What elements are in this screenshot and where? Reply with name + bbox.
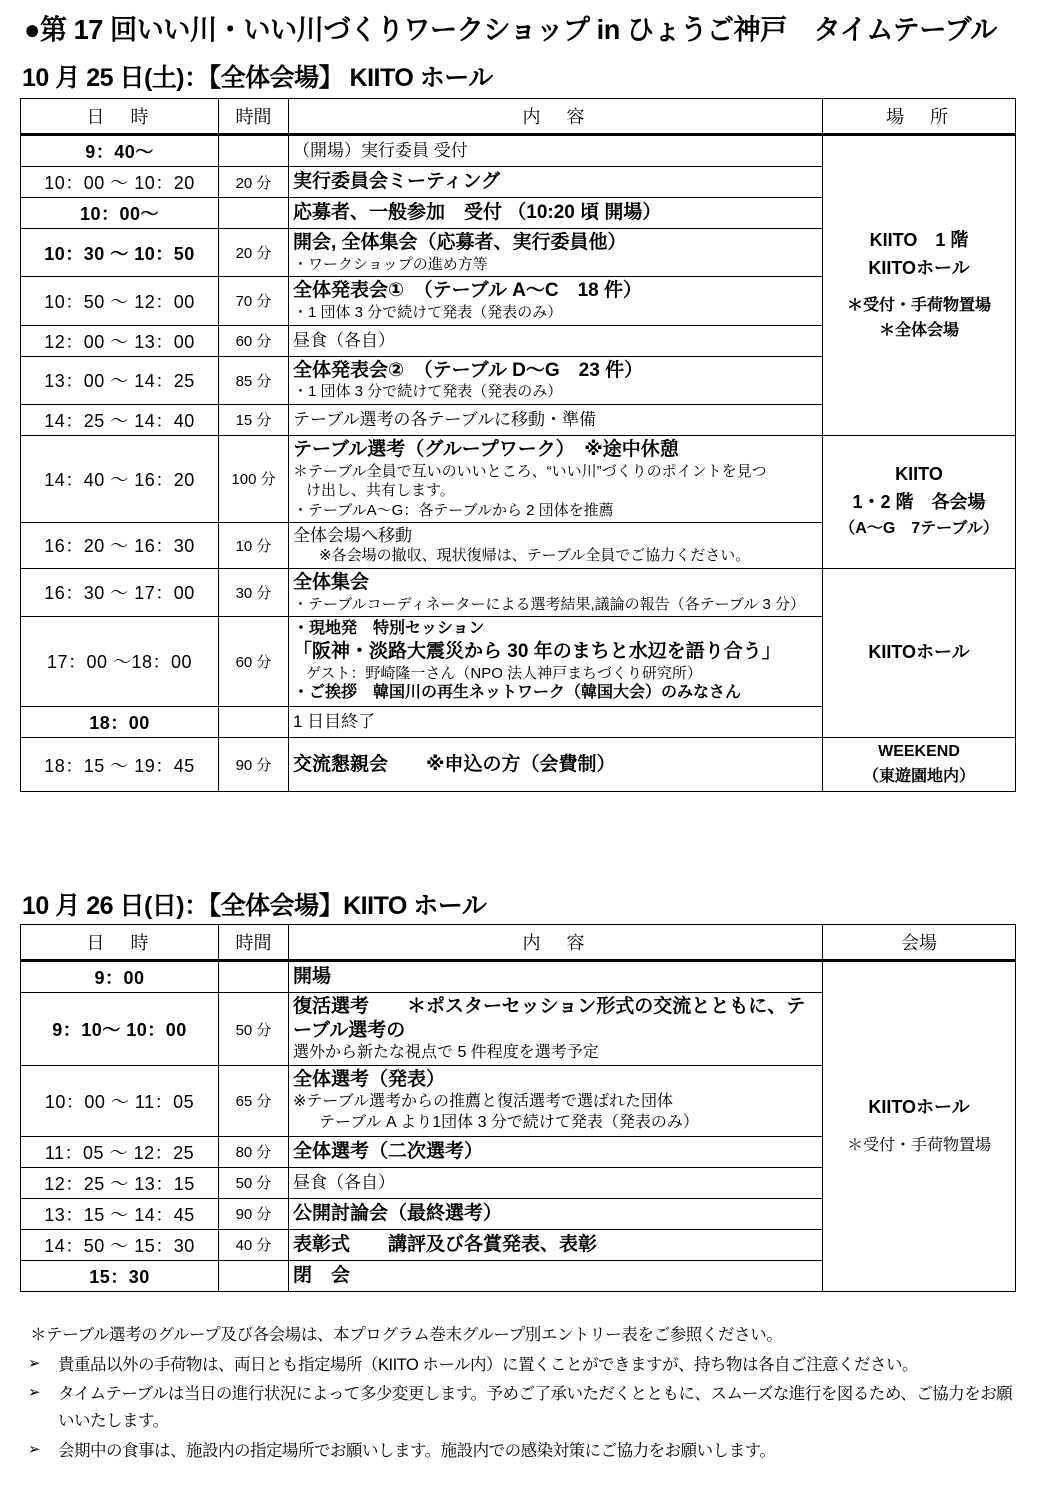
row-time: 10：00～ [21, 198, 219, 229]
day1-col-content: 内 容 [289, 99, 823, 135]
day2-col-content: 内 容 [289, 925, 823, 961]
row-duration: 70 分 [219, 277, 289, 325]
footnote-text: 会期中の食事は、施設内の指定場所でお願いします。施設内での感染対策にご協力をお願いします。 [58, 1441, 776, 1460]
footnote-item [20, 1381, 1025, 1434]
content-line: 閉 会 [293, 1264, 351, 1286]
row-time: 9：40～ [21, 135, 219, 167]
row-duration: 20 分 [219, 229, 289, 277]
content-line: ・1 団体 3 分で続けて発表（発表のみ） [293, 383, 563, 401]
row-content [289, 993, 823, 1066]
row-duration [219, 961, 289, 993]
row-time: 10：30 ～ 10：50 [21, 229, 219, 277]
row-time: 17：00 ～18：00 [21, 617, 219, 707]
page-title: ●第 17 回いい川・いい川づくりワークショップ in ひょうご神戸 タイムテーブル [24, 14, 997, 45]
row-duration: 20 分 [219, 167, 289, 198]
content-line: テーブル A より1団体 3 分で続けて発表（発表のみ） [319, 1113, 699, 1131]
table-row [21, 135, 1016, 167]
row-time: 18：00 [21, 706, 219, 737]
content-line: 表彰式 講評及び各賞発表、表彰 [293, 1233, 598, 1255]
content-line: 昼食（各自） [293, 1173, 395, 1193]
row-content [289, 1198, 823, 1229]
content-line: ※テーブル選考からの推薦と復活選考で選ばれた団体 [293, 1093, 673, 1111]
content-line: テーブル選考の各テーブルに移動・準備 [293, 410, 596, 430]
content-line: 全体選考（二次選考） [293, 1140, 484, 1162]
row-duration: 60 分 [219, 617, 289, 707]
row-content [289, 135, 823, 167]
day2-heading: 10 月 26 日(日)：【全体会場】KIITO ホール [22, 892, 487, 920]
table-row [21, 737, 1016, 792]
arrow-bullet-icon: ➢ [28, 1384, 41, 1402]
row-time: 11：05 ～ 12：25 [21, 1136, 219, 1167]
day2-timetable [20, 924, 1016, 1292]
day2-heading-wrap [0, 886, 486, 926]
content-line: 実行委員会ミーティング [293, 171, 501, 193]
place-line: ＊受付・手荷物置場 [846, 297, 991, 315]
row-duration: 85 分 [219, 356, 289, 404]
content-line: 1 日目終了 [293, 712, 376, 732]
footnote-text: タイムテーブルは当日の進行状況によって多少変更します。予めご了承いただくとともに、スムーズな進行を図るため、ご協力をお願いいたします。 [58, 1385, 1013, 1431]
content-line: 選外から新たな視点で 5 件程度を選考予定 [293, 1043, 599, 1061]
row-duration: 40 分 [219, 1229, 289, 1260]
content-line: ・1 団体 3 分で続けて発表（発表のみ） [293, 304, 563, 321]
content-line: 開会, 全体集会（応募者、実行委員他） [293, 232, 627, 253]
row-time: 18：15 ～ 19：45 [21, 737, 219, 792]
table-row [21, 568, 1016, 616]
content-line: 全体集会 [293, 571, 370, 593]
row-content [289, 435, 823, 522]
row-duration [219, 198, 289, 229]
day2-col-place: 会場 [823, 925, 1016, 961]
row-time: 12：25 ～ 13：15 [21, 1167, 219, 1198]
footnote-item [20, 1352, 1025, 1379]
content-line: （開場）実行委員 受付 [293, 141, 468, 161]
row-content [289, 229, 823, 277]
row-duration: 80 分 [219, 1136, 289, 1167]
day1-header-row [21, 99, 1016, 135]
place-line: （A～G 7テーブル） [839, 520, 999, 538]
row-content [289, 961, 823, 993]
row-place [823, 737, 1016, 792]
place-line: ＊全体会場 [878, 322, 959, 340]
place-line: （東遊園地内） [862, 767, 975, 785]
row-time: 10：50 ～ 12：00 [21, 277, 219, 325]
day1-col-duration: 時間 [219, 99, 289, 135]
row-place [823, 961, 1016, 1292]
content-line: ・ワークショップの進め方等 [293, 255, 488, 273]
row-duration: 10 分 [219, 523, 289, 569]
day2-col-duration: 時間 [219, 925, 289, 961]
row-time: 13：15 ～ 14：45 [21, 1198, 219, 1229]
row-time: 16：30 ～ 17：00 [21, 568, 219, 616]
row-place [823, 568, 1016, 737]
content-text: 復活選考 ＊ポスターセッション形式の交流とともに、テーブル選考の [293, 996, 806, 1041]
content-line: 昼食（各自） [293, 330, 395, 350]
content-line: 全体選考（発表） [293, 1069, 446, 1091]
arrow-bullet-icon: ➢ [28, 1354, 41, 1372]
footnotes [20, 1322, 1025, 1465]
row-content [289, 706, 823, 737]
row-time: 10：00 ～ 11：05 [21, 1066, 219, 1136]
content-line: 「阪神・淡路大震災から 30 年のまちと水辺を語り合う」 [293, 640, 781, 662]
row-place [823, 135, 1016, 436]
row-content [289, 1066, 823, 1136]
row-duration: 100 分 [219, 435, 289, 522]
row-content [289, 568, 823, 616]
row-duration: 15 分 [219, 404, 289, 435]
place-line: KIITO [895, 464, 943, 485]
row-duration: 65 分 [219, 1066, 289, 1136]
table-row [21, 435, 1016, 522]
content-line: ・現地発 特別セッション [293, 620, 485, 637]
content-line: ・テーブルA～G：各テーブルから 2 団体を推薦 [293, 501, 614, 519]
day2-col-time: 日 時 [21, 925, 219, 961]
row-time: 9：00 [21, 961, 219, 993]
content-line: 開場 [293, 966, 332, 988]
row-content [289, 198, 823, 229]
content-line: ゲスト：野崎隆一さん（NPO 法人神戸まちづくり研究所） [306, 664, 702, 682]
content-line: ・ご挨拶 韓国川の再生ネットワーク（韓国大会）のみなさん [293, 684, 742, 702]
content-line: 全体発表会① （テーブル A～C 18 件） [293, 280, 643, 302]
row-duration: 50 分 [219, 993, 289, 1066]
day2-header-row [21, 925, 1016, 961]
place-line: 1・2 階 各会場 [852, 492, 986, 513]
row-time: 16：20 ～ 16：30 [21, 523, 219, 569]
day1-col-time: 日 時 [21, 99, 219, 135]
row-content [289, 737, 823, 792]
row-time: 14：50 ～ 15：30 [21, 1229, 219, 1260]
content-line: け出し、共有します。 [306, 482, 455, 499]
place-line: WEEKEND [878, 742, 960, 760]
day1-timetable [20, 98, 1016, 792]
row-time: 12：00 ～ 13：00 [21, 325, 219, 356]
content-line: ＊テーブル全員で互いのいいところ、“いい川”づくりのポイントを見つ [293, 462, 767, 480]
row-time: 14：25 ～ 14：40 [21, 404, 219, 435]
place-line: KIITOホール [868, 1096, 970, 1117]
content-line: ・テーブルコーディネーターによる選考結果,議論の報告（各テーブル 3 分） [293, 595, 805, 613]
row-content [289, 404, 823, 435]
row-duration: 90 分 [219, 737, 289, 792]
row-time: 10：00 ～ 10：20 [21, 167, 219, 198]
row-place [823, 435, 1016, 568]
spacer [827, 1122, 1011, 1134]
footnote-item [20, 1438, 1025, 1465]
place-line: KIITOホール [868, 641, 970, 662]
content-line: 交流懇親会 ※申込の方（会費制） [293, 753, 616, 775]
content-line: 公開討論会（最終選考） [293, 1202, 503, 1224]
row-duration: 60 分 [219, 325, 289, 356]
row-content [289, 1167, 823, 1198]
content-line: テーブル選考（グループワーク） ※途中休憩 [293, 438, 679, 460]
row-content [289, 1229, 823, 1260]
row-content [289, 356, 823, 404]
spacer [827, 282, 1011, 294]
content-line: 応募者、一般参加 受付 （10:20 頃 開場） [293, 202, 662, 224]
row-content [289, 617, 823, 707]
row-content [289, 277, 823, 325]
row-duration: 50 分 [219, 1167, 289, 1198]
row-content [289, 523, 823, 569]
content-line: ※各会場の撤収、現状復帰は、テーブル全員でご協力ください。 [319, 547, 751, 565]
content-line: 全体会場へ移動 [293, 526, 412, 545]
row-duration: 90 分 [219, 1198, 289, 1229]
row-time: 13：00 ～ 14：25 [21, 356, 219, 404]
row-time: 15：30 [21, 1260, 219, 1291]
row-time: 14：40 ～ 16：20 [21, 435, 219, 522]
content-line [293, 995, 818, 1043]
row-content [289, 325, 823, 356]
arrow-bullet-icon: ➢ [28, 1440, 41, 1458]
row-content [289, 1260, 823, 1291]
place-line: KIITO 1 階 [869, 229, 969, 250]
row-duration [219, 135, 289, 167]
place-line: ＊受付・手荷物置場 [846, 1136, 991, 1154]
place-line: KIITOホール [868, 257, 970, 278]
row-content [289, 167, 823, 198]
day1-heading: 10 月 25 日(土)：【全体会場】 KIITO ホール [22, 64, 493, 92]
content-line: 全体発表会② （テーブル D～G 23 件） [293, 359, 644, 381]
row-time: 9：10～ 10：00 [21, 993, 219, 1066]
row-duration [219, 1260, 289, 1291]
table-row [21, 961, 1016, 993]
day1-col-place: 場 所 [823, 99, 1016, 135]
day1-heading-wrap [0, 58, 493, 98]
footnote-text: 貴重品以外の手荷物は、両日とも指定場所（KIITO ホール内）に置くことができますが、持ち物は各自ご注意ください。 [58, 1355, 919, 1374]
row-content [289, 1136, 823, 1167]
footnote-star: ＊テーブル選考のグループ及び各会場は、本プログラム巻末グループ別エントリー表をご参照ください。 [30, 1326, 783, 1344]
row-duration [219, 706, 289, 737]
row-duration: 30 分 [219, 568, 289, 616]
